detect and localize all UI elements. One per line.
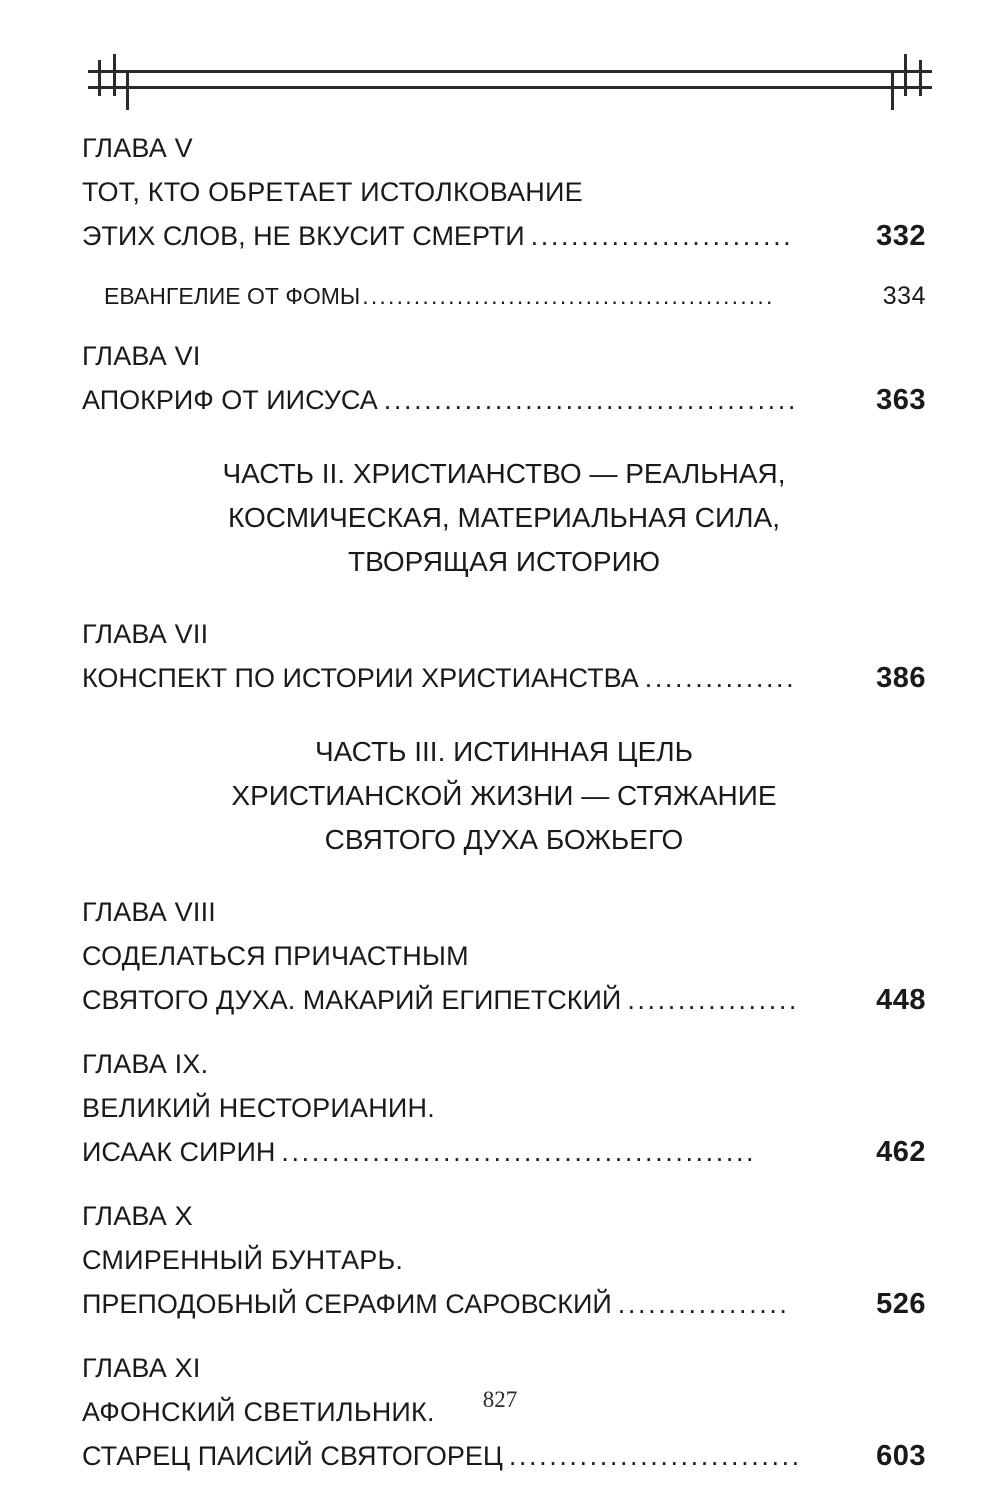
chapter-title-line: ИСААК СИРИН (82, 1137, 276, 1167)
chapter-title-line: ТОТ, КТО ОБРЕТАЕТ ИСТОЛКОВАНИЕ (82, 177, 583, 207)
ornament-tick-right-2 (904, 54, 907, 96)
toc-entry-last-line (82, 1282, 926, 1326)
toc-entry[interactable] (82, 1042, 926, 1174)
toc-entry[interactable] (82, 1194, 926, 1326)
leader-dots: ................. (617, 1289, 790, 1319)
page-number: 334 (882, 282, 926, 310)
leader-dots: ................. (627, 985, 800, 1015)
toc-subentry[interactable] (104, 276, 926, 316)
ornament-tick-left-3 (126, 70, 129, 110)
chapter-label: ГЛАВА V (82, 133, 193, 163)
chapter-title-line: АФОНСКИЙ СВЕТИЛЬНИК. (82, 1397, 435, 1427)
leader-dots: ............................. (508, 1441, 802, 1471)
part-heading-line: ХРИСТИАНСКОЙ ЖИЗНИ — СТЯЖАНИЕ (231, 780, 777, 811)
part-heading (82, 452, 926, 584)
toc-entry-last-line (104, 276, 926, 316)
ornament-tick-left-1 (98, 60, 101, 96)
chapter-label: ГЛАВА VII (82, 619, 209, 649)
toc-entry-last-line (82, 656, 926, 700)
leader-dots: ................................................ (362, 283, 775, 309)
page-number: 603 (876, 1440, 926, 1472)
leader-dots: ............... (644, 663, 797, 693)
toc-entry[interactable] (82, 612, 926, 700)
part-heading-line: ТВОРЯЩАЯ ИСТОРИЮ (348, 546, 660, 577)
chapter-label: ГЛАВА VIII (82, 897, 216, 927)
ornament-tick-right-3 (891, 70, 894, 110)
toc-entry-last-line (82, 214, 926, 258)
toc-entry-last-line (82, 1130, 926, 1174)
page-number: 526 (876, 1288, 926, 1320)
leader-dots: ............................................... (281, 1137, 757, 1167)
chapter-title-line: СТАРЕЦ ПАИСИЙ СВЯТОГОРЕЦ (82, 1441, 503, 1471)
toc-entry-last-line (82, 1434, 926, 1478)
ornament-rule-bottom (88, 86, 932, 89)
part-heading-line: ЧАСТЬ II. ХРИСТИАНСТВО — РЕАЛЬНАЯ, (222, 458, 786, 489)
toc-entry[interactable] (82, 126, 926, 258)
chapter-label: ГЛАВА IX. (82, 1049, 209, 1079)
page-number: 462 (876, 1136, 926, 1168)
toc-entry[interactable] (82, 890, 926, 1022)
page-number: 363 (876, 384, 926, 416)
chapter-title-line: СВЯТОГО ДУХА. МАКАРИЙ ЕГИПЕТСКИЙ (82, 985, 622, 1015)
folio-page-number: 827 (482, 1387, 518, 1412)
chapter-title-line: КОНСПЕКТ ПО ИСТОРИИ ХРИСТИАНСТВА (82, 663, 639, 693)
toc-entry-last-line (82, 378, 926, 422)
page-number: 386 (876, 662, 926, 694)
chapter-title-line: СМИРЕННЫЙ БУНТАРЬ. (82, 1245, 404, 1275)
part-heading-line: ЧАСТЬ III. ИСТИННАЯ ЦЕЛЬ (314, 736, 694, 767)
subentry-title: ЕВАНГЕЛИЕ ОТ ФОМЫ (104, 283, 361, 309)
ornament-rule-top (88, 70, 932, 73)
chapter-title-line: АПОКРИФ ОТ ИИСУСА (82, 385, 378, 415)
leader-dots: ......................................... (383, 385, 798, 415)
chapter-label: ГЛАВА VI (82, 341, 201, 371)
chapter-title-line: ПРЕПОДОБНЫЙ СЕРАФИМ САРОВСКИЙ (82, 1289, 612, 1319)
chapter-title-line: ЭТИХ СЛОВ, НЕ ВКУСИТ СМЕРТИ (82, 221, 525, 251)
page-number: 332 (876, 220, 926, 252)
toc-entry[interactable] (82, 334, 926, 422)
toc-entry-last-line (82, 978, 926, 1022)
toc-list (82, 126, 926, 1498)
part-heading (82, 730, 926, 862)
chapter-label: ГЛАВА X (82, 1201, 193, 1231)
chapter-label: ГЛАВА XI (82, 1353, 201, 1383)
ornament-tick-right-1 (919, 60, 922, 96)
page-number: 448 (876, 984, 926, 1016)
header-ornament-icon (88, 52, 932, 104)
part-heading-line: КОСМИЧЕСКАЯ, МАТЕРИАЛЬНАЯ СИЛА, (228, 502, 780, 533)
chapter-title-line: ВЕЛИКИЙ НЕСТОРИАНИН. (82, 1093, 435, 1123)
chapter-title-line: СОДЕЛАТЬСЯ ПРИЧАСТНЫМ (82, 941, 469, 971)
part-heading-line: СВЯТОГО ДУХА БОЖЬЕГО (324, 824, 684, 855)
ornament-tick-left-2 (113, 54, 116, 96)
leader-dots: .......................... (530, 221, 794, 251)
